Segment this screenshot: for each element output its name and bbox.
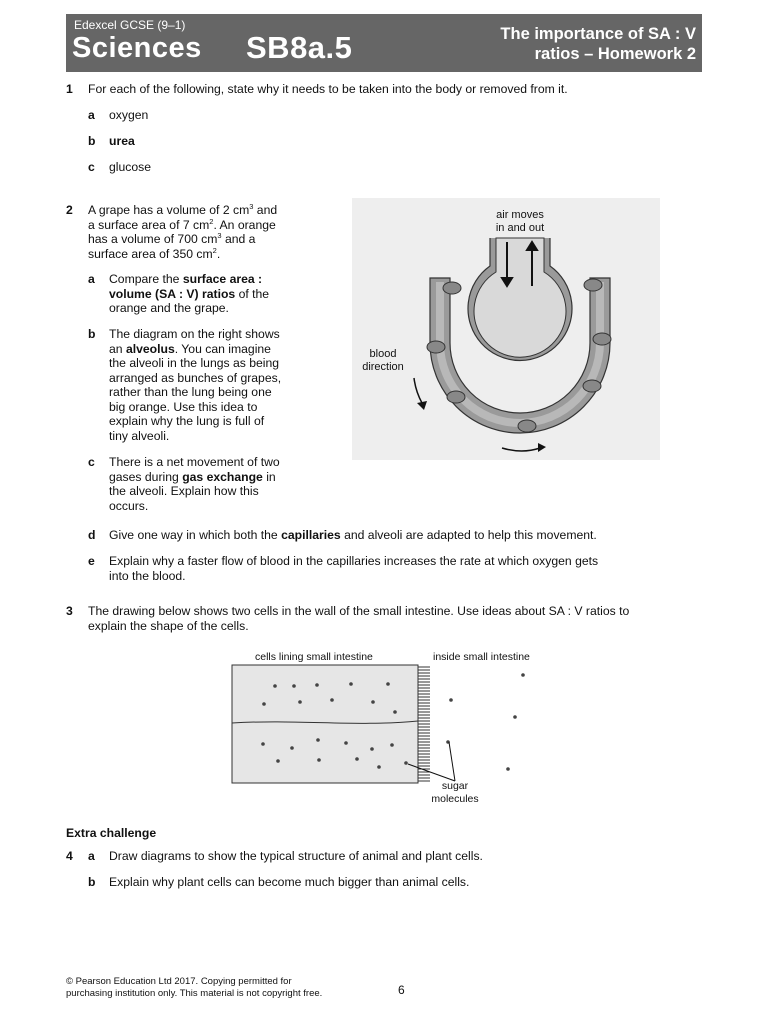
worksheet-title: The importance of SA : V ratios – Homework 2 — [500, 25, 696, 63]
q1a-letter: a — [88, 108, 95, 122]
q2-number: 2 — [66, 203, 73, 217]
intestine-diagram — [218, 641, 548, 811]
q4b-letter: b — [88, 875, 96, 889]
lesson-code: SB8a.5 — [246, 30, 353, 65]
q1-number: 1 — [66, 82, 73, 96]
q2a-letter: a — [88, 272, 95, 286]
q4-number: 4 — [66, 849, 73, 863]
label-sugar-2: molecules — [431, 793, 479, 805]
q2b-text: The diagram on the right shows an alveolus. You can imagine the alveoli in the lungs as being arranged as bunches of grapes, rather than the lung being one big orange. Use this idea to explain why the lung is full of tiny alveoli. — [109, 327, 282, 443]
red-blood-cell — [447, 391, 465, 403]
air-label-2: in and out — [495, 222, 545, 234]
red-blood-cell — [443, 282, 461, 294]
q2d-letter: d — [88, 528, 96, 542]
q1c-text: glucose — [109, 160, 152, 174]
q3-number: 3 — [66, 604, 73, 618]
q1c-letter: c — [88, 160, 95, 174]
red-blood-cell — [593, 333, 611, 345]
alveolus-diagram — [352, 198, 660, 460]
q2a-text: Compare the surface area : volume (SA : V) ratios of the orange and the grape. — [109, 272, 270, 315]
label-inside-intestine: inside small intestine — [433, 651, 530, 663]
air-label-1: air moves — [496, 209, 544, 221]
q1a-text: oxygen — [109, 108, 149, 122]
extra-challenge-heading: Extra challenge — [66, 826, 157, 840]
label-sugar-1: sugar — [441, 780, 469, 792]
red-blood-cell — [518, 420, 536, 432]
blood-label-1: blood — [369, 348, 397, 360]
q1b-text: urea — [109, 134, 135, 148]
header-banner — [66, 14, 702, 72]
copyright-notice: © Pearson Education Ltd 2017. Copying permitted for purchasing institution only. This material is not copyright free. — [66, 976, 323, 999]
brand-label: Edexcel GCSE (9–1) — [74, 18, 186, 32]
intestine-cells-block — [232, 665, 418, 783]
blood-label-2: direction — [362, 361, 404, 373]
q2e-text: Explain why a faster flow of blood in the capillaries increases the rate at which oxygen gets into the blood. — [109, 554, 599, 583]
q2b-letter: b — [88, 327, 96, 341]
q1-prompt: For each of the following, state why it needs to be taken into the body or removed from it. — [88, 82, 568, 96]
q2c-letter: c — [88, 455, 95, 469]
q2d-text: Give one way in which both the capillaries and alveoli are adapted to help this movement. — [109, 528, 597, 542]
q2e-letter: e — [88, 554, 95, 568]
q2-intro: A grape has a volume of 2 $cm^3$ and a surface area of 7 $cm^2$. An orange has a volume of 700 $cm^3$ and a surface area of 350 $cm^2$. — [88, 202, 278, 261]
red-blood-cell — [427, 341, 445, 353]
red-blood-cell — [584, 279, 602, 291]
label-cells-lining: cells lining small intestine — [255, 651, 373, 663]
subject-title: Sciences — [72, 32, 202, 64]
red-blood-cell — [583, 380, 601, 392]
page-number: 6 — [398, 983, 405, 997]
q4b-text: Explain why plant cells can become much bigger than animal cells. — [109, 875, 470, 889]
q3-prompt: The drawing below shows two cells in the wall of the small intestine. Use ideas about SA : V ratios to explain the shape of the cells. — [88, 604, 630, 633]
q4a-letter: a — [88, 849, 95, 863]
q1b-letter: b — [88, 134, 96, 148]
q4a-text: Draw diagrams to show the typical structure of animal and plant cells. — [109, 849, 483, 863]
q2c-text: There is a net movement of two gases during gas exchange in the alveoli. Explain how this occurs. — [109, 455, 280, 513]
